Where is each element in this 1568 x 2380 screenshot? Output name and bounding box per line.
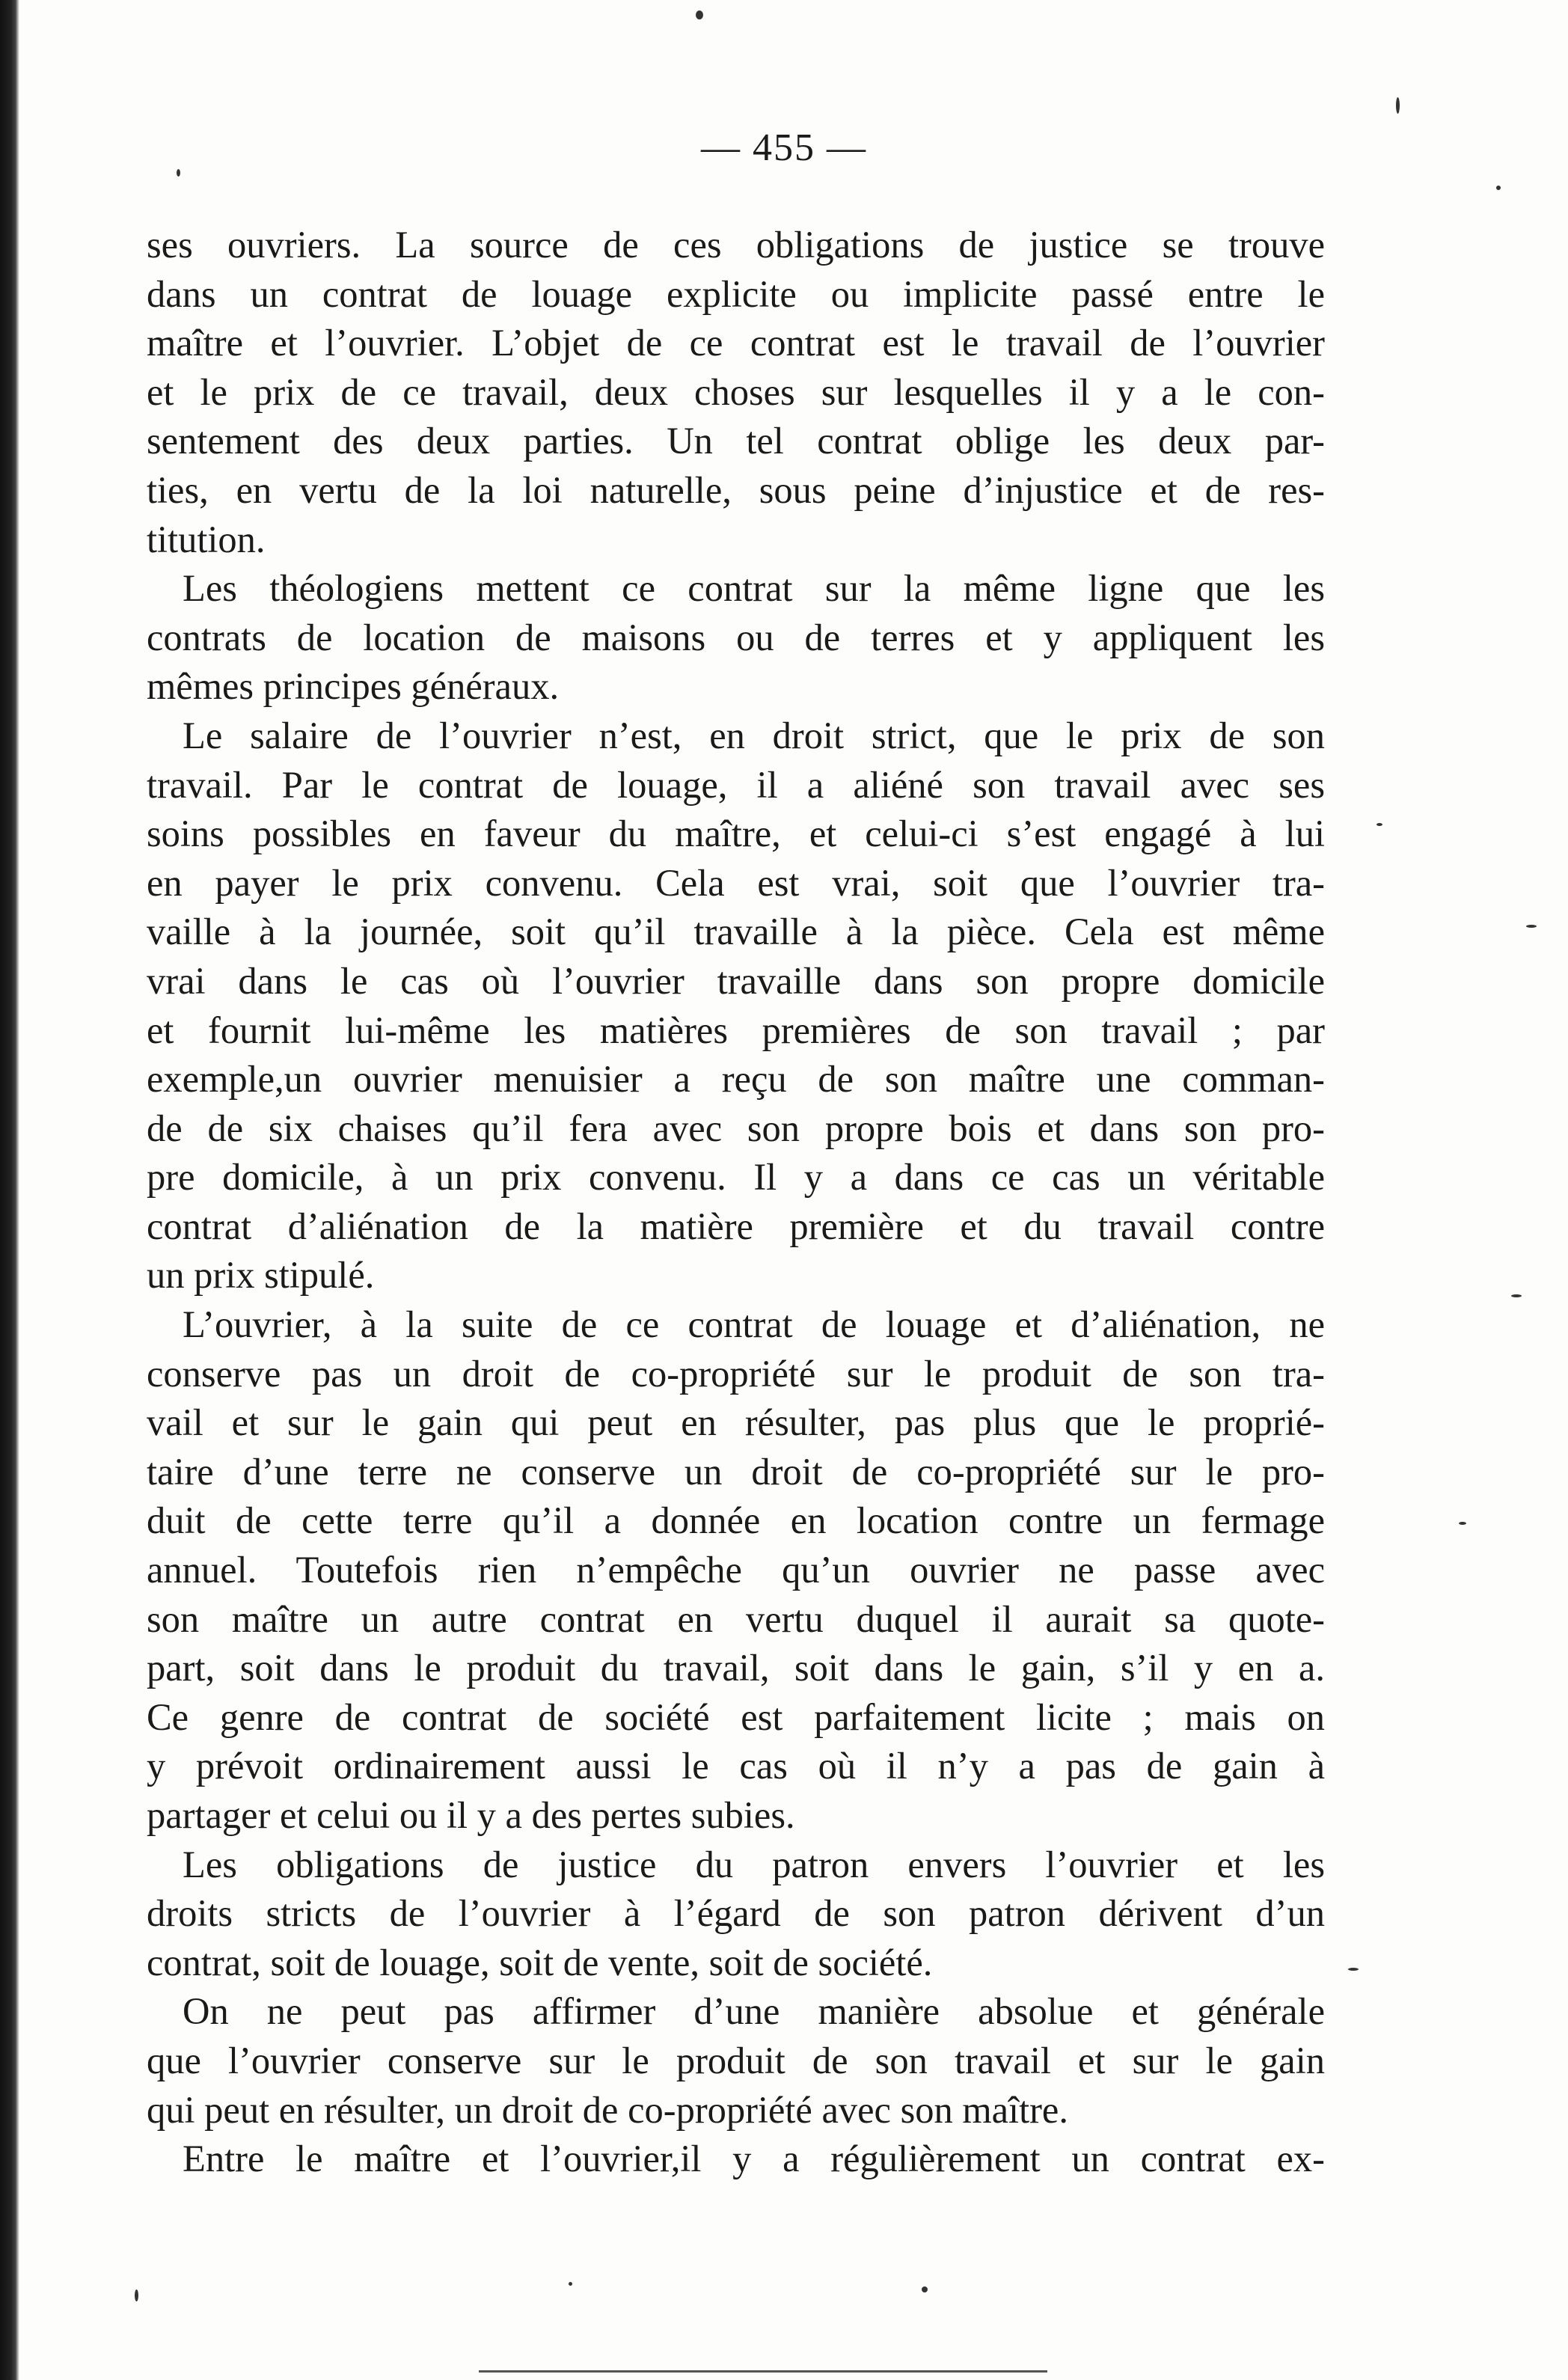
text-line: part, soit dans le produit du travail, soit dans le gain, s’il y en a. (147, 1647, 1325, 1689)
text-line: mêmes principes généraux. (147, 665, 560, 708)
text-line: vail et sur le gain qui peut en résulter, pas plus que le proprié- (147, 1401, 1325, 1444)
text-line: partager et celui ou il y a des pertes subies. (147, 1794, 795, 1836)
text-line: dans un contrat de louage explicite ou implicite passé entre le (147, 272, 1325, 315)
text-line: Le salaire de l’ouvrier n’est, en droit strict, que le prix de son (183, 714, 1325, 756)
scan-speck (1496, 186, 1501, 190)
scan-speck (1376, 823, 1382, 826)
text-line: taire d’une terre ne conserve un droit de co-propriété sur le pro- (147, 1450, 1325, 1493)
body-text (147, 221, 1325, 2184)
text-line: son maître un autre contrat en vertu duquel il aurait sa quote- (147, 1597, 1325, 1640)
bottom-edge-line (479, 2370, 1047, 2373)
text-line: annuel. Toutefois rien n’empêche qu’un ouvrier ne passe avec (147, 1549, 1325, 1591)
scan-speck (1511, 1294, 1522, 1297)
text-line: en payer le prix convenu. Cela est vrai, soit que l’ouvrier tra- (147, 861, 1325, 904)
text-line: soins possibles en faveur du maître, et celui-ci s’est engagé à lui (147, 813, 1325, 855)
scan-speck (177, 169, 180, 177)
text-line: Les théologiens mettent ce contrat sur la même ligne que les (183, 567, 1325, 610)
text-line: contrat, soit de louage, soit de vente, soit de société. (147, 1941, 933, 1983)
text-line: On ne peut pas affirmer d’une manière absolue et générale (183, 1990, 1325, 2033)
scan-speck (696, 10, 703, 19)
text-line: vrai dans le cas où l’ouvrier travaille dans son propre domicile (147, 959, 1325, 1002)
page-number: — 455 — (701, 126, 867, 169)
text-line: titution. (147, 518, 266, 560)
scan-speck (1459, 1522, 1466, 1525)
text-line: ties, en vertu de la loi naturelle, sous peine d’injustice et de res- (147, 468, 1325, 511)
text-line: et le prix de ce travail, deux choses sur lesquelles il y a le con- (147, 370, 1325, 413)
text-line: vaille à la journée, soit qu’il travaille à la pièce. Cela est même (147, 911, 1325, 953)
text-line: que l’ouvrier conserve sur le produit de son travail et sur le gain (147, 2039, 1325, 2081)
text-line: contrats de location de maisons ou de terres et y appliquent les (147, 616, 1325, 658)
text-line: travail. Par le contrat de louage, il a aliéné son travail avec ses (147, 763, 1325, 806)
text-line: conserve pas un droit de co-propriété sur le produit de son tra- (147, 1352, 1325, 1395)
text-line: sentement des deux parties. Un tel contrat oblige les deux par- (147, 420, 1325, 462)
text-line: qui peut en résulter, un droit de co-propriété avec son maître. (147, 2088, 1068, 2131)
scan-speck (135, 2289, 138, 2301)
text-line: droits stricts de l’ouvrier à l’égard de son patron dérivent d’un (147, 1892, 1325, 1935)
text-line: un prix stipulé. (147, 1254, 375, 1297)
text-line: Les obligations de justice du patron envers l’ouvrier et les (183, 1843, 1325, 1885)
text-line: pre domicile, à un prix convenu. Il y a dans ce cas un véritable (147, 1156, 1325, 1199)
scan-speck (569, 2282, 572, 2286)
text-line: y prévoit ordinairement aussi le cas où il n’y a pas de gain à (147, 1745, 1325, 1787)
text-line: exemple,un ouvrier menuisier a reçu de son maître une comman- (147, 1058, 1325, 1101)
text-line: Entre le maître et l’ouvrier,il y a régulièrement un contrat ex- (183, 2138, 1325, 2180)
text-line: ses ouvriers. La source de ces obligations de justice se trouve (147, 224, 1325, 266)
text-line: L’ouvrier, à la suite de ce contrat de louage et d’aliénation, ne (183, 1303, 1325, 1346)
text-line: duit de cette terre qu’il a donnée en location contre un fermage (147, 1499, 1325, 1542)
page-binding-shadow (0, 0, 19, 2380)
scan-speck (922, 2286, 928, 2292)
text-line: maître et l’ouvrier. L’objet de ce contrat est le travail de l’ouvrier (147, 322, 1325, 364)
scan-speck (1396, 97, 1400, 114)
text-line: Ce genre de contrat de société est parfaitement licite ; mais on (147, 1695, 1325, 1738)
text-line: de de six chaises qu’il fera avec son propre bois et dans son pro- (147, 1107, 1325, 1149)
text-line: et fournit lui-même les matières premières de son travail ; par (147, 1009, 1325, 1051)
scan-speck (1526, 925, 1537, 928)
scan-speck (1348, 1968, 1359, 1971)
text-line: contrat d’aliénation de la matière première et du travail contre (147, 1205, 1325, 1247)
